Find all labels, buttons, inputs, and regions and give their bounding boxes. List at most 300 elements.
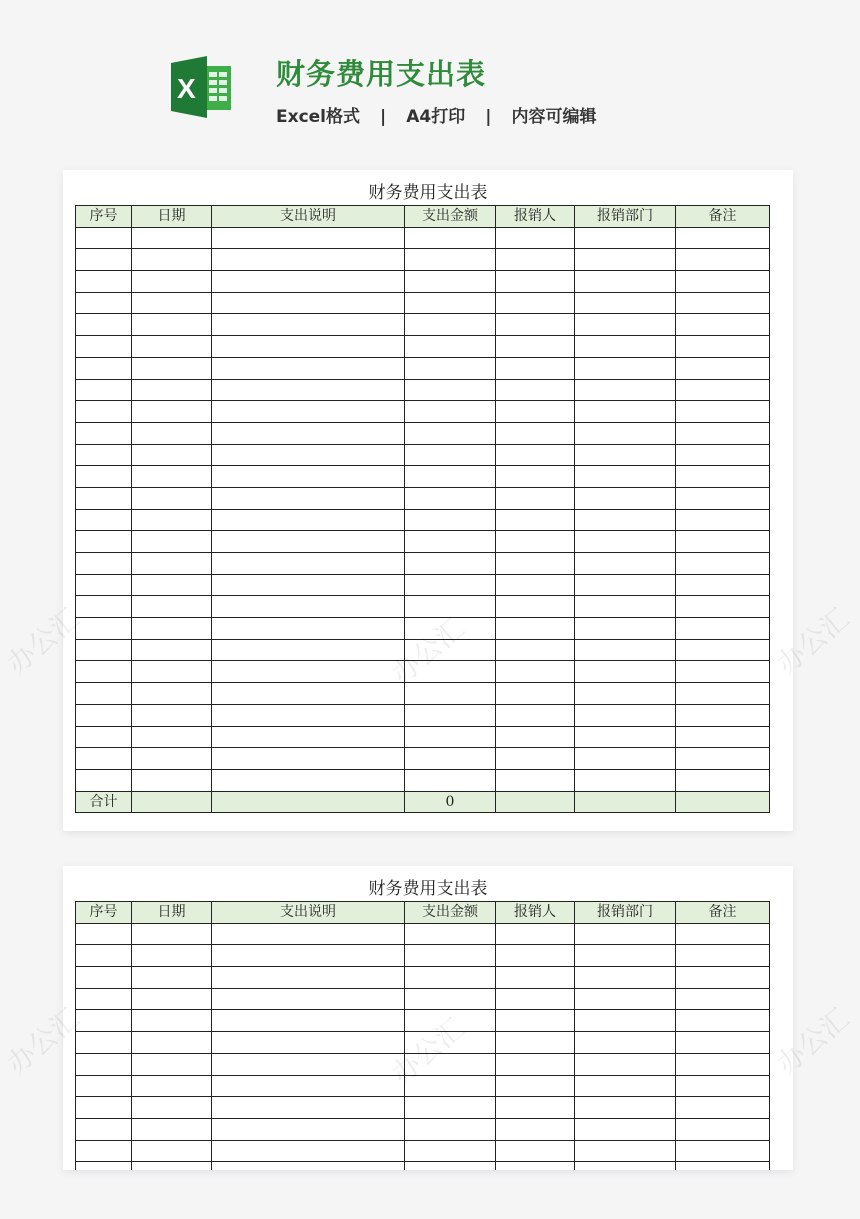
table-cell[interactable]	[496, 422, 575, 444]
table-cell[interactable]	[212, 1097, 405, 1119]
table-cell[interactable]	[132, 791, 212, 813]
table-cell[interactable]	[676, 531, 770, 553]
table-cell[interactable]	[496, 444, 575, 466]
table-cell[interactable]	[676, 726, 770, 748]
table-cell[interactable]	[212, 444, 405, 466]
table-cell[interactable]	[676, 1075, 770, 1097]
column-header: 日期	[132, 206, 212, 228]
table-cell[interactable]	[676, 379, 770, 401]
table-cell[interactable]	[212, 271, 405, 293]
table-cell[interactable]	[575, 791, 676, 813]
table-cell[interactable]	[212, 401, 405, 423]
table-cell[interactable]	[405, 379, 496, 401]
table-cell[interactable]	[676, 683, 770, 705]
table-cell[interactable]	[676, 1140, 770, 1162]
table-row	[76, 227, 770, 249]
table-cell[interactable]	[575, 967, 676, 989]
table-cell[interactable]	[575, 1053, 676, 1075]
table-row	[76, 1140, 770, 1162]
table-cell[interactable]	[405, 466, 496, 488]
table-cell[interactable]	[405, 509, 496, 531]
table-cell[interactable]	[212, 618, 405, 640]
table-cell[interactable]	[212, 704, 405, 726]
table-cell[interactable]	[676, 401, 770, 423]
table-cell[interactable]	[212, 292, 405, 314]
table-row	[76, 748, 770, 770]
table-cell[interactable]	[676, 1010, 770, 1032]
table-row	[76, 292, 770, 314]
table-cell[interactable]	[676, 271, 770, 293]
watermark: 办公汇	[0, 601, 86, 681]
table-cell[interactable]	[212, 249, 405, 271]
table-cell[interactable]	[496, 466, 575, 488]
sheet-title: 财务费用支出表	[368, 879, 488, 899]
table-cell[interactable]	[212, 227, 405, 249]
table-cell[interactable]	[676, 444, 770, 466]
table-cell[interactable]	[496, 988, 575, 1010]
table-cell[interactable]	[132, 314, 212, 336]
table-cell[interactable]	[575, 1162, 676, 1170]
table-cell[interactable]	[132, 988, 212, 1010]
table-cell[interactable]	[405, 574, 496, 596]
table-row	[76, 1075, 770, 1097]
table-cell[interactable]	[76, 531, 132, 553]
table-cell[interactable]	[575, 683, 676, 705]
table-cell[interactable]	[496, 292, 575, 314]
tag-print: A4打印	[406, 107, 466, 127]
table-cell[interactable]	[496, 596, 575, 618]
table-row	[76, 661, 770, 683]
table-cell[interactable]	[676, 639, 770, 661]
table-cell[interactable]	[405, 639, 496, 661]
table-cell[interactable]	[405, 553, 496, 575]
table-cell[interactable]	[405, 271, 496, 293]
table-cell[interactable]	[212, 1032, 405, 1054]
table-cell[interactable]	[496, 531, 575, 553]
table-cell[interactable]	[676, 553, 770, 575]
table-cell[interactable]	[676, 487, 770, 509]
table-cell[interactable]	[676, 249, 770, 271]
table-cell[interactable]	[575, 314, 676, 336]
table-cell[interactable]	[496, 748, 575, 770]
table-cell[interactable]	[132, 1097, 212, 1119]
table-cell[interactable]	[76, 618, 132, 640]
table-cell[interactable]	[212, 988, 405, 1010]
table-cell[interactable]	[76, 1118, 132, 1140]
table-cell[interactable]	[405, 249, 496, 271]
table-cell[interactable]	[212, 574, 405, 596]
table-cell[interactable]	[132, 661, 212, 683]
table-cell[interactable]	[496, 1118, 575, 1140]
table-cell[interactable]	[76, 1053, 132, 1075]
table-cell[interactable]	[212, 466, 405, 488]
table-cell[interactable]	[676, 988, 770, 1010]
table-cell[interactable]	[212, 1053, 405, 1075]
table-cell[interactable]	[496, 704, 575, 726]
table-cell[interactable]	[405, 292, 496, 314]
table-cell[interactable]	[676, 292, 770, 314]
table-cell[interactable]	[132, 923, 212, 945]
table-row	[76, 466, 770, 488]
table-cell[interactable]	[76, 967, 132, 989]
table-cell[interactable]	[212, 923, 405, 945]
table-cell[interactable]	[132, 1010, 212, 1032]
table-cell[interactable]	[76, 249, 132, 271]
table-cell[interactable]	[575, 1097, 676, 1119]
table-cell[interactable]	[212, 357, 405, 379]
table-row	[76, 249, 770, 271]
table-cell[interactable]	[132, 487, 212, 509]
table-cell[interactable]	[132, 945, 212, 967]
table-cell[interactable]	[212, 1010, 405, 1032]
table-cell[interactable]	[405, 704, 496, 726]
table-cell[interactable]	[676, 791, 770, 813]
table-cell[interactable]	[76, 336, 132, 358]
table-cell[interactable]	[575, 379, 676, 401]
table-cell[interactable]	[76, 271, 132, 293]
table-cell[interactable]	[676, 1053, 770, 1075]
table-cell[interactable]	[405, 422, 496, 444]
table-cell[interactable]	[575, 596, 676, 618]
table-cell[interactable]	[676, 227, 770, 249]
table-cell[interactable]	[676, 422, 770, 444]
table-cell[interactable]	[76, 379, 132, 401]
table-cell[interactable]	[132, 1118, 212, 1140]
table-cell[interactable]	[676, 661, 770, 683]
table-cell[interactable]	[676, 1162, 770, 1170]
table-cell[interactable]	[575, 988, 676, 1010]
table-cell[interactable]	[212, 531, 405, 553]
table-cell[interactable]	[405, 967, 496, 989]
table-cell[interactable]	[676, 945, 770, 967]
table-cell[interactable]	[405, 726, 496, 748]
table-cell[interactable]	[405, 1140, 496, 1162]
table-cell[interactable]	[76, 509, 132, 531]
separator: |	[380, 107, 387, 127]
table-cell[interactable]	[575, 487, 676, 509]
table-cell[interactable]	[76, 487, 132, 509]
table-cell[interactable]	[132, 292, 212, 314]
table-cell[interactable]	[575, 661, 676, 683]
table-cell[interactable]	[132, 748, 212, 770]
table-cell[interactable]	[405, 1010, 496, 1032]
table-cell[interactable]	[132, 726, 212, 748]
table-cell[interactable]	[132, 553, 212, 575]
table-cell[interactable]	[405, 1162, 496, 1170]
table-cell[interactable]	[575, 292, 676, 314]
table-cell[interactable]	[132, 357, 212, 379]
table-cell[interactable]	[76, 574, 132, 596]
table-cell[interactable]	[76, 1032, 132, 1054]
table-cell[interactable]	[405, 1097, 496, 1119]
table-cell[interactable]	[405, 357, 496, 379]
table-cell[interactable]	[212, 1118, 405, 1140]
table-cell[interactable]	[496, 574, 575, 596]
table-cell[interactable]	[212, 967, 405, 989]
table-cell[interactable]	[76, 726, 132, 748]
table-cell[interactable]	[212, 661, 405, 683]
table-cell[interactable]	[76, 748, 132, 770]
table-cell[interactable]	[496, 1075, 575, 1097]
table-cell[interactable]	[496, 945, 575, 967]
table-cell[interactable]	[212, 553, 405, 575]
table-cell[interactable]	[405, 531, 496, 553]
table-cell[interactable]	[405, 314, 496, 336]
table-cell[interactable]	[76, 661, 132, 683]
table-cell[interactable]	[212, 726, 405, 748]
table-cell[interactable]	[76, 596, 132, 618]
table-cell[interactable]	[212, 487, 405, 509]
expense-table	[75, 205, 770, 813]
table-cell[interactable]	[212, 639, 405, 661]
table-cell[interactable]	[575, 574, 676, 596]
table-cell[interactable]	[496, 639, 575, 661]
table-cell[interactable]	[132, 769, 212, 791]
table-cell[interactable]	[405, 683, 496, 705]
table-cell[interactable]	[575, 227, 676, 249]
table-cell[interactable]	[76, 1075, 132, 1097]
table-cell[interactable]	[132, 639, 212, 661]
table-cell[interactable]	[575, 618, 676, 640]
table-cell[interactable]	[405, 596, 496, 618]
table-cell[interactable]	[496, 357, 575, 379]
table-cell[interactable]	[212, 769, 405, 791]
table-cell[interactable]	[575, 726, 676, 748]
table-cell[interactable]	[405, 487, 496, 509]
table-cell[interactable]	[76, 422, 132, 444]
total-amount: 0	[405, 791, 496, 813]
table-cell[interactable]	[132, 466, 212, 488]
table-cell[interactable]	[575, 249, 676, 271]
table-cell[interactable]	[496, 1053, 575, 1075]
table-cell[interactable]	[132, 249, 212, 271]
table-cell[interactable]	[132, 227, 212, 249]
table-cell[interactable]	[496, 726, 575, 748]
table-row	[76, 1097, 770, 1119]
table-cell[interactable]	[405, 769, 496, 791]
table-cell[interactable]	[496, 401, 575, 423]
table-cell[interactable]	[76, 466, 132, 488]
table-cell[interactable]	[76, 639, 132, 661]
table-cell[interactable]	[212, 1162, 405, 1170]
table-cell[interactable]	[212, 791, 405, 813]
table-cell[interactable]	[212, 748, 405, 770]
table-cell[interactable]	[132, 422, 212, 444]
table-cell[interactable]	[76, 769, 132, 791]
table-cell[interactable]	[575, 748, 676, 770]
table-cell[interactable]	[575, 923, 676, 945]
table-cell[interactable]	[76, 1162, 132, 1170]
table-cell[interactable]	[676, 1118, 770, 1140]
table-cell[interactable]	[76, 683, 132, 705]
table-cell[interactable]	[575, 1140, 676, 1162]
table-cell[interactable]	[575, 422, 676, 444]
table-cell[interactable]	[496, 314, 575, 336]
table-cell[interactable]	[676, 704, 770, 726]
table-cell[interactable]	[132, 1140, 212, 1162]
table-cell[interactable]	[496, 1162, 575, 1170]
table-cell[interactable]	[405, 661, 496, 683]
table-cell[interactable]	[575, 1032, 676, 1054]
table-cell[interactable]	[496, 1010, 575, 1032]
table-cell[interactable]	[676, 923, 770, 945]
table-cell[interactable]	[496, 923, 575, 945]
table-cell[interactable]	[132, 596, 212, 618]
table-cell[interactable]	[132, 271, 212, 293]
table-cell[interactable]	[212, 336, 405, 358]
table-cell[interactable]	[132, 1053, 212, 1075]
table-cell[interactable]	[676, 466, 770, 488]
table-cell[interactable]	[575, 1010, 676, 1032]
table-cell[interactable]	[132, 574, 212, 596]
table-cell[interactable]	[496, 249, 575, 271]
table-cell[interactable]	[496, 791, 575, 813]
column-header: 备注	[676, 902, 770, 924]
table-cell[interactable]	[212, 314, 405, 336]
table-cell[interactable]	[496, 553, 575, 575]
table-cell[interactable]	[212, 1075, 405, 1097]
table-cell[interactable]	[575, 271, 676, 293]
table-cell[interactable]	[676, 574, 770, 596]
table-cell[interactable]	[76, 1097, 132, 1119]
table-cell[interactable]	[212, 1140, 405, 1162]
table-cell[interactable]	[212, 945, 405, 967]
table-cell[interactable]	[405, 748, 496, 770]
table-cell[interactable]	[76, 227, 132, 249]
column-header: 支出说明	[212, 206, 405, 228]
table-cell[interactable]	[76, 704, 132, 726]
table-cell[interactable]	[76, 988, 132, 1010]
watermark: 办公汇	[770, 1001, 856, 1081]
table-cell[interactable]	[132, 509, 212, 531]
table-cell[interactable]	[676, 357, 770, 379]
table-cell[interactable]	[76, 1010, 132, 1032]
table-cell[interactable]	[496, 683, 575, 705]
table-cell[interactable]	[496, 967, 575, 989]
tag-editable: 内容可编辑	[511, 107, 597, 127]
table-cell[interactable]	[575, 357, 676, 379]
table-cell[interactable]	[132, 1075, 212, 1097]
table-cell[interactable]	[405, 227, 496, 249]
table-cell[interactable]	[575, 639, 676, 661]
table-cell[interactable]	[132, 618, 212, 640]
table-cell[interactable]	[676, 769, 770, 791]
table-cell[interactable]	[132, 444, 212, 466]
table-cell[interactable]	[405, 618, 496, 640]
table-cell[interactable]	[496, 509, 575, 531]
table-cell[interactable]	[676, 509, 770, 531]
table-cell[interactable]	[132, 683, 212, 705]
table-cell[interactable]	[496, 618, 575, 640]
table-cell[interactable]	[405, 1053, 496, 1075]
table-cell[interactable]	[76, 314, 132, 336]
table-cell[interactable]	[212, 683, 405, 705]
table-cell[interactable]	[76, 923, 132, 945]
table-cell[interactable]	[676, 618, 770, 640]
table-cell[interactable]	[132, 336, 212, 358]
table-row	[76, 704, 770, 726]
table-cell[interactable]	[212, 596, 405, 618]
table-cell[interactable]	[496, 769, 575, 791]
table-cell[interactable]	[575, 769, 676, 791]
table-cell[interactable]	[212, 422, 405, 444]
table-cell[interactable]	[575, 509, 676, 531]
table-cell[interactable]	[132, 379, 212, 401]
table-cell[interactable]	[676, 967, 770, 989]
table-cell[interactable]	[405, 444, 496, 466]
table-cell[interactable]	[76, 444, 132, 466]
table-cell[interactable]	[575, 336, 676, 358]
table-cell[interactable]	[405, 401, 496, 423]
table-cell[interactable]	[405, 988, 496, 1010]
table-cell[interactable]	[212, 509, 405, 531]
table-row	[76, 336, 770, 358]
table-cell[interactable]	[132, 401, 212, 423]
table-cell[interactable]	[496, 661, 575, 683]
table-cell[interactable]	[405, 1118, 496, 1140]
table-cell[interactable]	[575, 466, 676, 488]
table-cell[interactable]	[132, 1032, 212, 1054]
table-cell[interactable]	[575, 531, 676, 553]
sheet-preview-1	[63, 170, 793, 831]
table-cell[interactable]	[676, 314, 770, 336]
table-cell[interactable]	[76, 1140, 132, 1162]
table-cell[interactable]	[575, 401, 676, 423]
table-cell[interactable]	[496, 1032, 575, 1054]
table-cell[interactable]	[132, 531, 212, 553]
table-cell[interactable]	[496, 1097, 575, 1119]
table-cell[interactable]	[212, 379, 405, 401]
table-cell[interactable]	[575, 1118, 676, 1140]
table-cell[interactable]	[405, 336, 496, 358]
table-cell[interactable]	[575, 945, 676, 967]
table-cell[interactable]	[575, 553, 676, 575]
table-cell[interactable]	[496, 487, 575, 509]
table-cell[interactable]	[496, 336, 575, 358]
table-cell[interactable]	[76, 401, 132, 423]
table-cell[interactable]	[496, 379, 575, 401]
table-row	[76, 401, 770, 423]
table-cell[interactable]	[76, 357, 132, 379]
table-cell[interactable]	[405, 1032, 496, 1054]
table-cell[interactable]	[676, 1097, 770, 1119]
table-cell[interactable]	[575, 444, 676, 466]
table-cell[interactable]	[132, 967, 212, 989]
table-cell[interactable]	[76, 945, 132, 967]
table-row	[76, 1162, 770, 1170]
table-cell[interactable]	[132, 704, 212, 726]
table-cell[interactable]	[676, 748, 770, 770]
table-cell[interactable]	[496, 271, 575, 293]
table-cell[interactable]	[575, 1075, 676, 1097]
table-cell[interactable]	[676, 596, 770, 618]
table-cell[interactable]	[676, 336, 770, 358]
table-cell[interactable]	[496, 227, 575, 249]
table-cell[interactable]	[575, 704, 676, 726]
table-cell[interactable]	[132, 1162, 212, 1170]
column-header: 日期	[132, 902, 212, 924]
table-cell[interactable]	[676, 1032, 770, 1054]
table-cell[interactable]	[76, 292, 132, 314]
table-cell[interactable]	[496, 1140, 575, 1162]
table-cell[interactable]	[405, 1075, 496, 1097]
table-cell[interactable]	[76, 553, 132, 575]
table-row	[76, 596, 770, 618]
table-row	[76, 553, 770, 575]
table-cell[interactable]	[405, 923, 496, 945]
header-row	[76, 206, 770, 228]
table-cell[interactable]	[405, 945, 496, 967]
